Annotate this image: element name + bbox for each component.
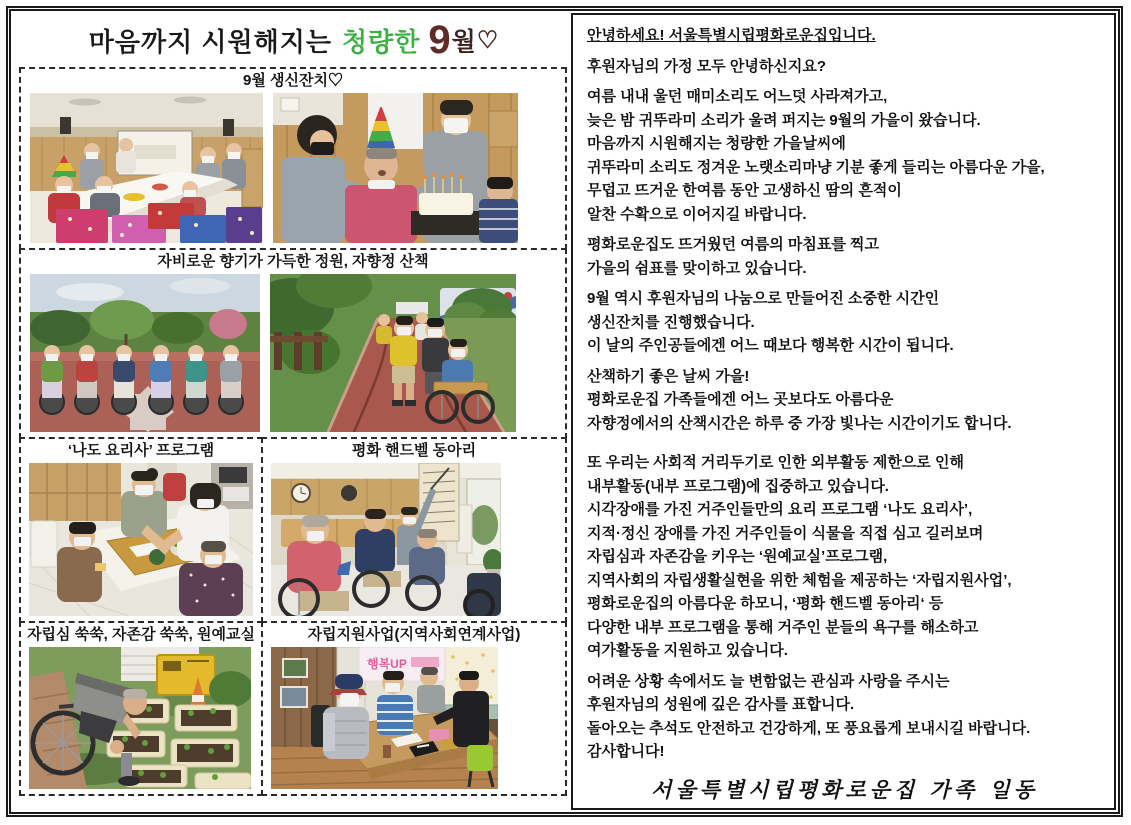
photo-birthday-party-room — [30, 93, 263, 243]
letter-line: 어려운 상황 속에서도 늘 변함없는 관심과 사랑을 주시는 — [587, 672, 950, 690]
letter-line: 여름 내내 울던 매미소리도 어느덧 사라져가고, — [587, 88, 888, 105]
letter-line: 마음까지 시원해지는 청량한 가을날씨에 — [587, 135, 846, 152]
title-black-part: 마음까지 시원해지는 — [88, 26, 332, 57]
support-banner-text: 행복UP — [367, 657, 407, 671]
letter-line: 평화로운집도 뜨거웠던 여름의 마침표를 찍고 — [587, 236, 879, 253]
letter-body — [587, 24, 1102, 801]
section-birthday-caption: 9월 생신잔치♡ — [243, 72, 343, 89]
letter-line: 귀뚜라미 소리도 정겨운 노랫소리마냥 기분 좋게 들리는 아름다운 가을, — [587, 158, 1045, 176]
newsletter-page — [6, 6, 1123, 817]
section-community-support-caption: 자립지원사업(지역사회연계사업) — [307, 626, 521, 643]
letter-line: 지적·정신 장애를 가진 거주인들이 식물을 직접 심고 길러보며 — [587, 524, 984, 542]
photo-community-support-meeting — [271, 647, 498, 789]
letter-line: 시각장애를 가진 거주인들만의 요리 프로그램 ‘나도 요리사’, — [587, 501, 973, 518]
letter-line: 내부활동(내부 프로그램)에 집중하고 있습니다. — [587, 477, 889, 495]
letter-line: 여가활동을 지원하고 있습니다. — [587, 642, 788, 659]
letter-line: 알찬 수확으로 이어지길 바랍니다. — [587, 205, 807, 223]
letter-line: 9월 역시 후원자님의 나눔으로 만들어진 소중한 시간인 — [587, 290, 940, 307]
letter-line: 늦은 밤 귀뚜라미 소리가 울려 퍼지는 9월의 가을이 왔습니다. — [587, 111, 981, 129]
letter-line: 평화로운집의 아름다운 하모니, ‘평화 핸드벨 동아리‘ 등 — [587, 595, 944, 612]
section-cooking-handbell — [19, 437, 567, 623]
section-garden-walk — [19, 248, 567, 439]
letter-line: 가을의 쉼표를 맞이하고 있습니다. — [587, 259, 807, 277]
photo-birthday-cake-blowing — [273, 93, 518, 243]
letter-line: 산책하기 좋은 날씨 가을! — [587, 367, 750, 385]
letter-line: 감사합니다! — [587, 743, 665, 760]
section-gardening-support — [19, 621, 567, 796]
section-handbell — [261, 437, 567, 623]
photo-column — [11, 11, 569, 812]
letter-line: 서울특별시립평화로운집 가족 일동 — [651, 776, 1038, 802]
letter-line: 다양한 내부 프로그램을 통해 거주인 분들의 욕구를 해소하고 — [587, 618, 979, 636]
photo-horticulture-class — [29, 647, 251, 789]
section-gardening — [19, 621, 263, 796]
title-number: 9 — [428, 18, 452, 62]
letter-line: 안녕하세요! 서울특별시립평화로운집입니다. — [587, 27, 876, 44]
photo-wheelchair-group-garden — [30, 274, 260, 432]
section-cooking — [19, 437, 263, 623]
section-garden-walk-caption: 자비로운 향기가 가득한 정원, 자향정 산책 — [157, 253, 429, 270]
title-month: 월 — [451, 28, 477, 56]
section-gardening-caption: 자립심 쑥쑥, 자존감 쑥쑥, 원예교실 — [27, 626, 255, 643]
letter-line: 후원자님의 성원에 깊은 감사를 표합니다. — [587, 696, 855, 713]
letter-line: 자향정에서의 산책시간은 하루 중 가장 빛나는 시간이기도 합니다. — [587, 414, 1012, 432]
section-community-support — [261, 621, 567, 796]
letter-line: 후원자님의 가정 모두 안녕하신지요? — [587, 57, 827, 75]
greeting-letter-panel — [571, 13, 1116, 810]
letter-line: 무덥고 뜨거운 한여름 동안 고생하신 땀의 흔적이 — [587, 182, 902, 199]
newsletter-title — [19, 13, 569, 67]
photo-handbell-club — [271, 463, 501, 616]
letter-line: 돌아오는 추석도 안전하고 건강하게, 또 풍요롭게 보내시길 바랍니다. — [587, 719, 1031, 737]
letter-line: 또 우리는 사회적 거리두기로 인한 외부활동 제한으로 인해 — [587, 454, 964, 471]
section-handbell-caption: 평화 핸드벨 동아리 — [351, 442, 477, 459]
photo-cooking-program — [29, 463, 253, 616]
heart-icon: ♡ — [476, 26, 500, 54]
letter-line: 생신잔치를 진행했습니다. — [587, 313, 755, 331]
photo-garden-path-stroll — [270, 274, 516, 432]
title-green-part: 청량한 — [342, 26, 421, 57]
letter-line: 평화로운집 가족들에겐 어느 곳보다도 아름다운 — [587, 391, 894, 408]
section-birthday — [19, 67, 567, 250]
section-cooking-caption: ‘나도 요리사’ 프로그램 — [67, 442, 215, 459]
letter-line: 지역사회의 자립생활실현을 위한 체험을 제공하는 ‘자립지원사업’, — [587, 571, 1012, 589]
letter-line: 이 날의 주인공들에겐 어느 때보다 행복한 시간이 됩니다. — [587, 337, 954, 354]
letter-line: 자립심과 자존감을 키우는 ‘원예교실’프로그램, — [587, 548, 888, 565]
